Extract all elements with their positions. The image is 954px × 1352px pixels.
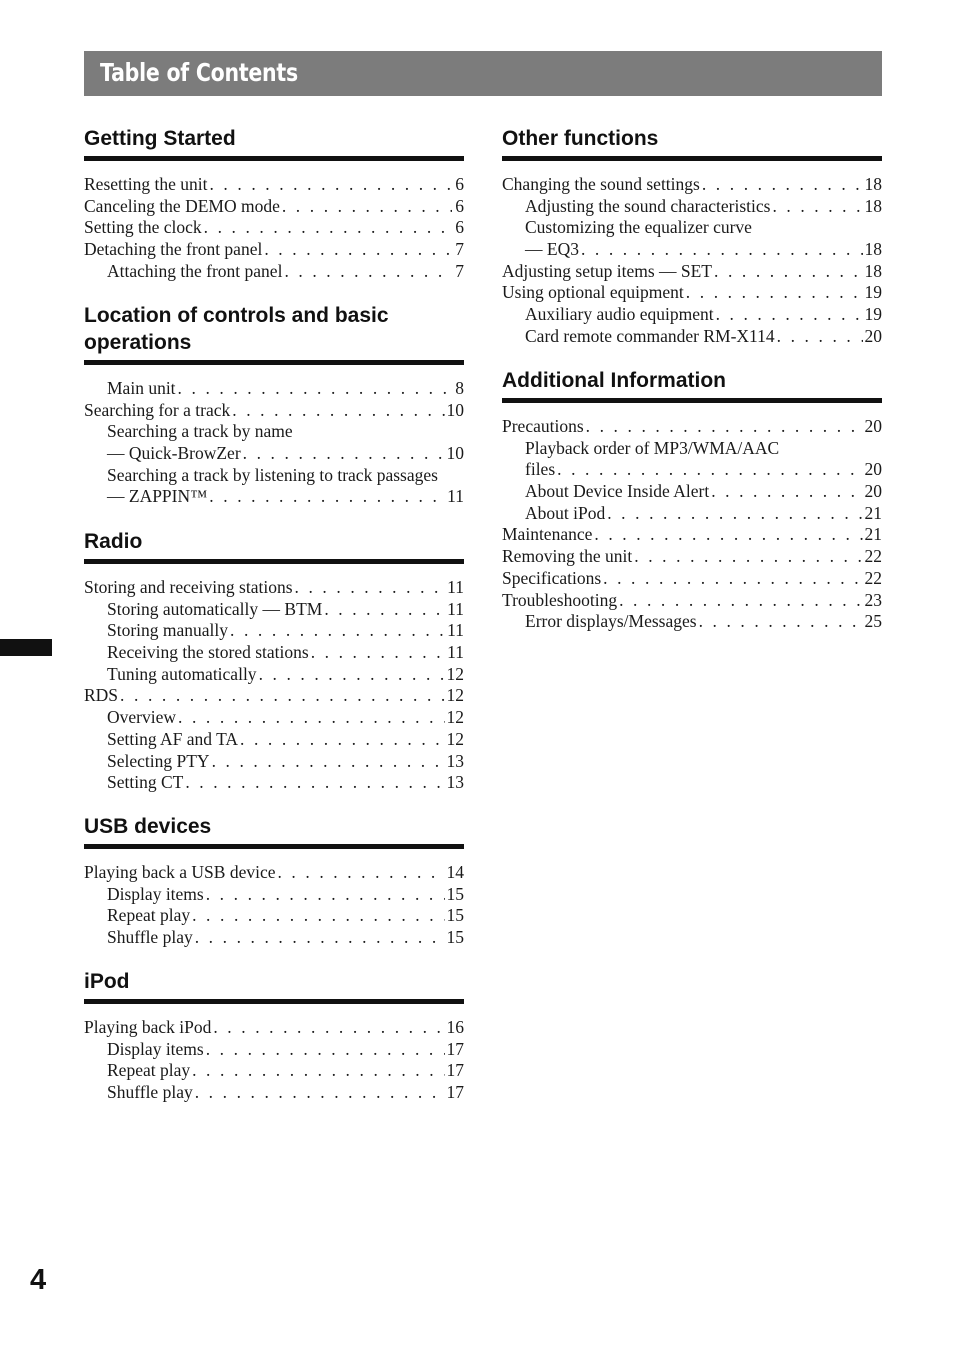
dot-leader [209,174,452,196]
toc-entry-label: Attaching the front panel [107,260,283,281]
toc-entry-label: Setting the clock [84,217,202,238]
toc-entry[interactable] [84,642,464,664]
toc-entry-label: Storing automatically — BTM [107,598,323,619]
dot-leader [178,707,444,729]
toc-entry[interactable] [84,486,464,508]
toc-entry-label: — ZAPPIN™ [107,486,208,507]
toc-entry-label: Main unit [107,378,176,398]
toc-entry-label: About iPod [525,502,606,523]
dot-leader [603,568,862,590]
toc-entry-page: 18 [864,174,882,194]
dot-leader [586,416,863,438]
toc-entry-page: 10 [446,399,464,420]
dot-leader [594,524,862,546]
toc-entry[interactable] [84,707,464,729]
toc-entry-label: — EQ3 [525,239,579,260]
dot-leader [311,642,445,664]
toc-entry-label: Setting AF and TA [107,728,238,749]
toc-entry-page: 12 [446,663,464,684]
toc-entry-label: Searching a track by listening to track passages [107,464,438,485]
toc-entry-page: 6 [455,217,464,238]
section-heading: iPod [84,968,464,1004]
toc-entry-label: Detaching the front panel [84,239,263,260]
title-bar [84,51,882,96]
toc-entry-list [502,174,882,348]
toc-entry-page: 12 [446,685,464,706]
toc-entry-page: 6 [455,195,464,216]
toc-entry-label: Using optional equipment [502,282,684,303]
toc-entry[interactable] [84,1039,464,1061]
dot-leader [711,481,862,503]
dot-leader [581,239,863,261]
toc-entry-label: Customizing the equalizer curve [525,217,752,238]
toc-entry-page: 19 [864,282,882,303]
dot-leader [243,443,445,465]
toc-entry-page: 20 [864,459,882,480]
dot-leader [772,196,862,218]
dot-leader [607,503,862,525]
toc-section-getting-started [84,125,464,282]
toc-entry[interactable] [84,261,464,283]
dot-leader [185,772,444,794]
toc-entry-page: 18 [864,195,882,216]
toc-entry-label: Overview [107,707,177,728]
page-number: 4 [30,1264,47,1296]
toc-entry-list [84,1017,464,1104]
toc-entry[interactable] [502,611,882,633]
toc-section-usb-devices [84,813,464,949]
toc-entry[interactable] [84,729,464,751]
toc-entry-label: Repeat play [107,905,191,926]
toc-entry-label: Maintenance [502,524,593,545]
toc-entry[interactable] [84,772,464,794]
toc-entry-page: 22 [864,546,882,567]
toc-section-radio [84,528,464,794]
toc-entry-page: 11 [447,486,464,507]
toc-entry[interactable] [502,481,882,503]
toc-entry-page: 17 [446,1060,464,1081]
dot-leader [192,1060,444,1082]
toc-entry-page: 21 [864,502,882,523]
section-heading: Getting Started [84,125,464,161]
toc-entry-label: Shuffle play [107,927,193,948]
dot-leader [232,400,444,422]
toc-entry-page: 10 [446,443,464,464]
dot-leader [259,664,445,686]
dot-leader [702,174,863,196]
page-title: Table of Contents [100,58,298,87]
toc-entry-page: 23 [864,589,882,610]
toc-entry-label: Searching for a track [84,399,231,420]
toc-entry[interactable] [502,174,882,196]
toc-entry[interactable] [84,1082,464,1104]
toc-entry[interactable] [84,599,464,621]
dot-leader [284,261,452,283]
toc-entry-page: 16 [446,1017,464,1037]
toc-entry-page: 20 [864,416,882,436]
toc-entry[interactable] [84,927,464,949]
toc-entry-label: Tuning automatically [107,663,257,684]
toc-entry-page: 7 [455,260,464,281]
toc-entry-label: RDS [84,685,119,706]
dot-leader [716,304,863,326]
toc-entry-page: 20 [864,325,882,346]
toc-entry[interactable] [84,905,464,927]
toc-entry-label: Setting CT [107,772,184,793]
toc-entry-label: Shuffle play [107,1082,193,1103]
toc-entry-list [84,378,464,508]
toc-entry[interactable] [502,546,882,568]
toc-entry-page: 15 [446,905,464,926]
toc-entry[interactable] [84,884,464,906]
dot-leader [178,378,452,400]
toc-entry[interactable] [84,664,464,686]
dot-leader [209,486,445,508]
section-heading: Radio [84,528,464,564]
toc-entry-label: Changing the sound settings [502,174,700,194]
section-heading: Other functions [502,125,882,161]
toc-entry-page: 13 [446,750,464,771]
toc-entry-label: Display items [107,883,204,904]
toc-entry-page: 8 [455,378,464,398]
toc-entry-page: 17 [446,1082,464,1103]
toc-entry[interactable] [502,217,882,239]
toc-entry[interactable] [84,400,464,422]
toc-entry-label: Precautions [502,416,584,436]
toc-entry[interactable] [502,503,882,525]
toc-entry[interactable] [84,1060,464,1082]
dot-leader [206,884,445,906]
dot-leader [120,685,444,707]
toc-entry-label: Error displays/Messages [525,611,697,632]
section-heading: Location of controls and basic operations [84,302,464,365]
toc-entry-page: 11 [447,642,464,663]
dot-leader [714,261,863,283]
toc-entry-page: 11 [447,620,464,641]
toc-entry-label: Card remote commander RM-X114 [525,325,775,346]
dot-leader [212,751,445,773]
dot-leader [204,217,452,239]
dot-leader [195,1082,445,1104]
toc-entry[interactable] [502,282,882,304]
dot-leader [192,905,444,927]
toc-entry[interactable] [84,443,464,465]
toc-entry-label: Display items [107,1038,204,1059]
section-heading: Additional Information [502,367,882,403]
toc-entry-label: Specifications [502,567,602,588]
toc-entry-page: 6 [455,174,464,194]
toc-entry[interactable] [502,239,882,261]
toc-entry[interactable] [502,459,882,481]
toc-entry-label: Playing back a USB device [84,862,276,882]
toc-entry[interactable] [84,685,464,707]
toc-entry-page: 20 [864,481,882,502]
toc-section-location-of-controls-and-basic-operations [84,302,464,508]
side-tab-marker [0,639,52,656]
toc-entry-label: Storing manually [107,620,229,641]
toc-entry[interactable] [502,304,882,326]
dot-leader [699,611,863,633]
toc-section-ipod [84,968,464,1104]
toc-section-additional-information [502,367,882,633]
dot-leader [240,729,445,751]
toc-entry-list [84,862,464,949]
toc-entry[interactable] [84,577,464,599]
dot-leader [324,599,445,621]
dot-leader [282,196,452,218]
toc-entry[interactable] [84,378,464,400]
toc-entry-page: 25 [864,611,882,632]
toc-entry[interactable] [84,1017,464,1039]
dot-leader [777,326,863,348]
toc-entry[interactable] [502,590,882,612]
toc-entry-page: 15 [446,883,464,904]
dot-leader [213,1017,444,1039]
toc-entry-page: 12 [446,707,464,728]
toc-entry-label: Adjusting the sound characteristics [525,195,771,216]
toc-entry-list [502,416,882,633]
dot-leader [277,862,444,884]
toc-section-other-functions [502,125,882,348]
toc-entry-label: Adjusting setup items — SET [502,260,712,281]
toc-entry-label: Playing back iPod [84,1017,212,1037]
dot-leader [557,459,862,481]
toc-entry-page: 11 [447,598,464,619]
toc-entry[interactable] [84,862,464,884]
toc-entry-page: 18 [864,260,882,281]
toc-entry-page: 21 [864,524,882,545]
toc-entry-label: Playback order of MP3/WMA/AAC [525,437,780,458]
toc-entry[interactable] [84,421,464,443]
toc-entry-page: 12 [446,728,464,749]
toc-entry[interactable] [502,524,882,546]
toc-entry-page: 19 [864,304,882,325]
toc-entry[interactable] [502,568,882,590]
dot-leader [264,239,452,261]
dot-leader [295,577,446,599]
toc-entry-label: Canceling the DEMO mode [84,195,280,216]
toc-entry[interactable] [84,465,464,487]
toc-entry-label: Auxiliary audio equipment [525,304,714,325]
toc-entry-page: 13 [446,772,464,793]
toc-entry-page: 18 [864,239,882,260]
dot-leader [619,590,862,612]
dot-leader [195,927,445,949]
toc-entry[interactable] [502,261,882,283]
toc-entry-list [84,577,464,794]
toc-entry[interactable] [84,751,464,773]
dot-leader [206,1039,445,1061]
toc-entry-page: 17 [446,1038,464,1059]
toc-entry[interactable] [502,196,882,218]
toc-entry-label: Resetting the unit [84,174,208,194]
toc-entry-page: 15 [446,927,464,948]
dot-leader [686,282,863,304]
toc-entry[interactable] [84,174,464,196]
toc-entry-label: About Device Inside Alert [525,481,710,502]
toc-entry-label: — Quick-BrowZer [107,443,241,464]
toc-entry-label: Receiving the stored stations [107,642,309,663]
toc-entry-page: 14 [446,862,464,882]
toc-entry[interactable] [84,620,464,642]
toc-entry-page: 7 [455,239,464,260]
dot-leader [230,620,445,642]
section-heading: USB devices [84,813,464,849]
toc-entry-label: Troubleshooting [502,589,618,610]
toc-entry-label: files [525,459,556,480]
toc-entry[interactable] [84,217,464,239]
toc-entry-page: 11 [447,577,464,597]
toc-entry-list [84,174,464,282]
toc-entry-label: Selecting PTY [107,750,210,771]
toc-entry[interactable] [84,239,464,261]
dot-leader [634,546,862,568]
toc-entry[interactable] [502,326,882,348]
toc-entry[interactable] [502,438,882,460]
toc-entry[interactable] [502,416,882,438]
toc-entry[interactable] [84,196,464,218]
toc-entry-label: Storing and receiving stations [84,577,293,597]
toc-entry-page: 22 [864,567,882,588]
toc-entry-label: Removing the unit [502,546,633,567]
toc-entry-label: Repeat play [107,1060,191,1081]
toc-entry-label: Searching a track by name [107,421,293,442]
